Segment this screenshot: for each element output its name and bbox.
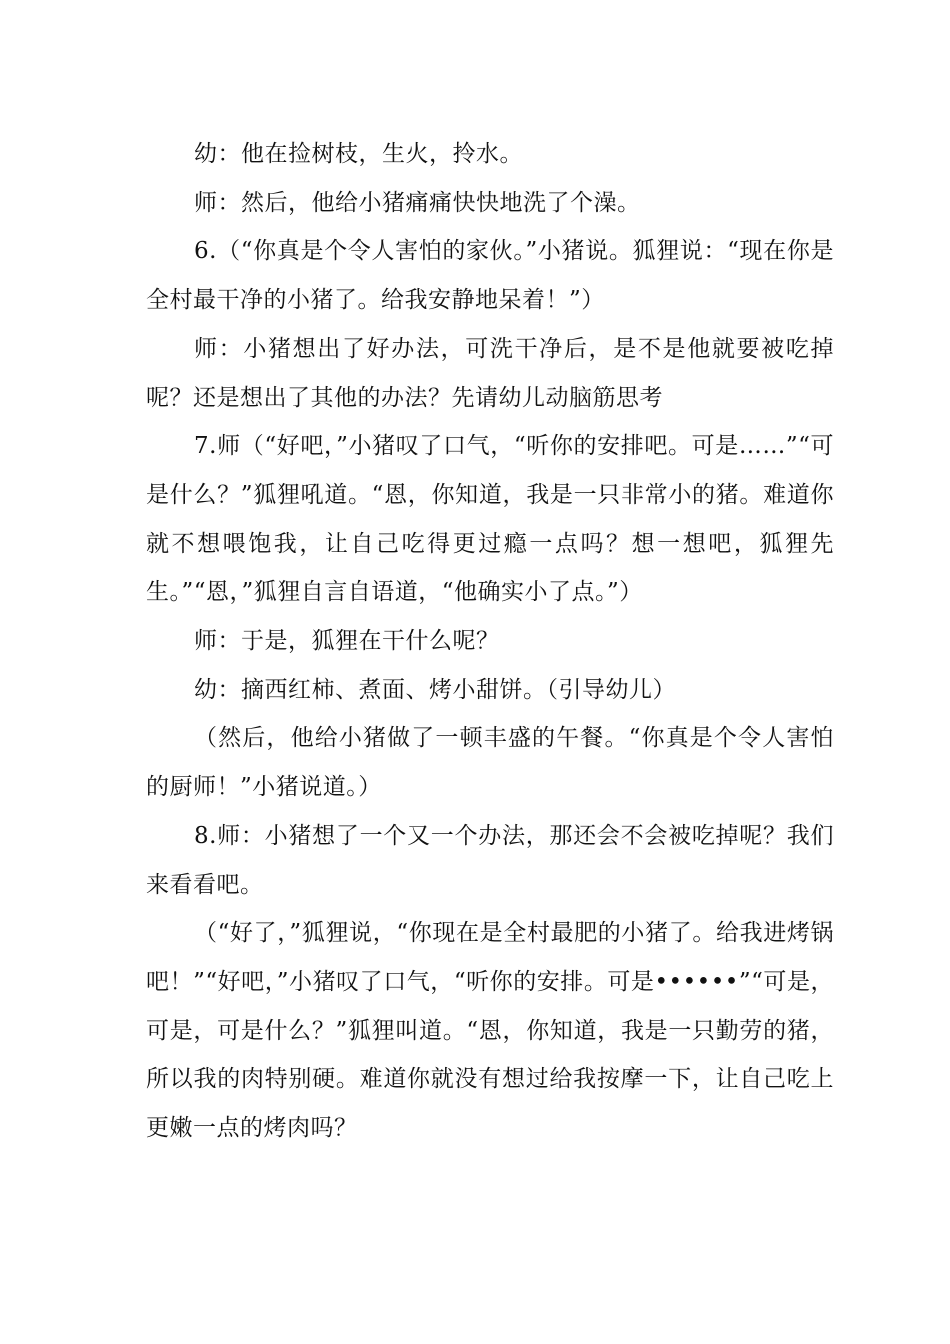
paragraph-1: 幼：他在捡树枝，生火，拎水。 bbox=[194, 141, 523, 167]
paragraph-9: 8.师：小猪想了一个又一个办法，那还会不会被吃掉呢？我们来看看吧。 bbox=[146, 822, 834, 898]
paragraph-7: 幼：摘西红柿、煮面、烤小甜饼。（引导幼儿） bbox=[194, 676, 676, 703]
document-body bbox=[146, 130, 834, 1153]
paragraph-8: （然后，他给小猪做了一顿丰盛的午餐。“你真是个令人害怕的厨师！”小猪说道。） bbox=[146, 725, 834, 801]
paragraph-2: 师：然后，他给小猪痛痛快快地洗了个澡。 bbox=[194, 189, 641, 216]
paragraph-3: 6.（“你真是个令人害怕的家伙。”小猪说。狐狸说：“现在你是全村最干净的小猪了。给我安静地呆着！”） bbox=[146, 238, 834, 314]
paragraph-10: （“好了，”狐狸说，“你现在是全村最肥的小猪了。给我进烤锅吧！”“好吧，”小猪叹了口气，“听你的安排。可是••••••”“可是，可是，可是什么？”狐狸叫道。“恩，你知道，我是一只勤劳的猪，所以我的肉特别硬。难道你就没有想过给我按摩一下，让自己吃上更嫩一点的烤肉吗？ bbox=[146, 920, 834, 1142]
paragraph-5: 7.师（“好吧，”小猪叹了口气，“听你的安排吧。可是……”“可是什么？”狐狸吼道。“恩，你知道，我是一只非常小的猪。难道你就不想喂饱我，让自己吃得更过瘾一点吗？想一想吧，狐狸先生。”“恩，”狐狸自言自语道，“他确实小了点。”） bbox=[146, 433, 834, 606]
paragraph-4: 师：小猪想出了好办法，可洗干净后，是不是他就要被吃掉呢？还是想出了其他的办法？先请幼儿动脑筋思考 bbox=[146, 335, 834, 411]
paragraph-6: 师：于是，狐狸在干什么呢？ bbox=[194, 628, 500, 655]
